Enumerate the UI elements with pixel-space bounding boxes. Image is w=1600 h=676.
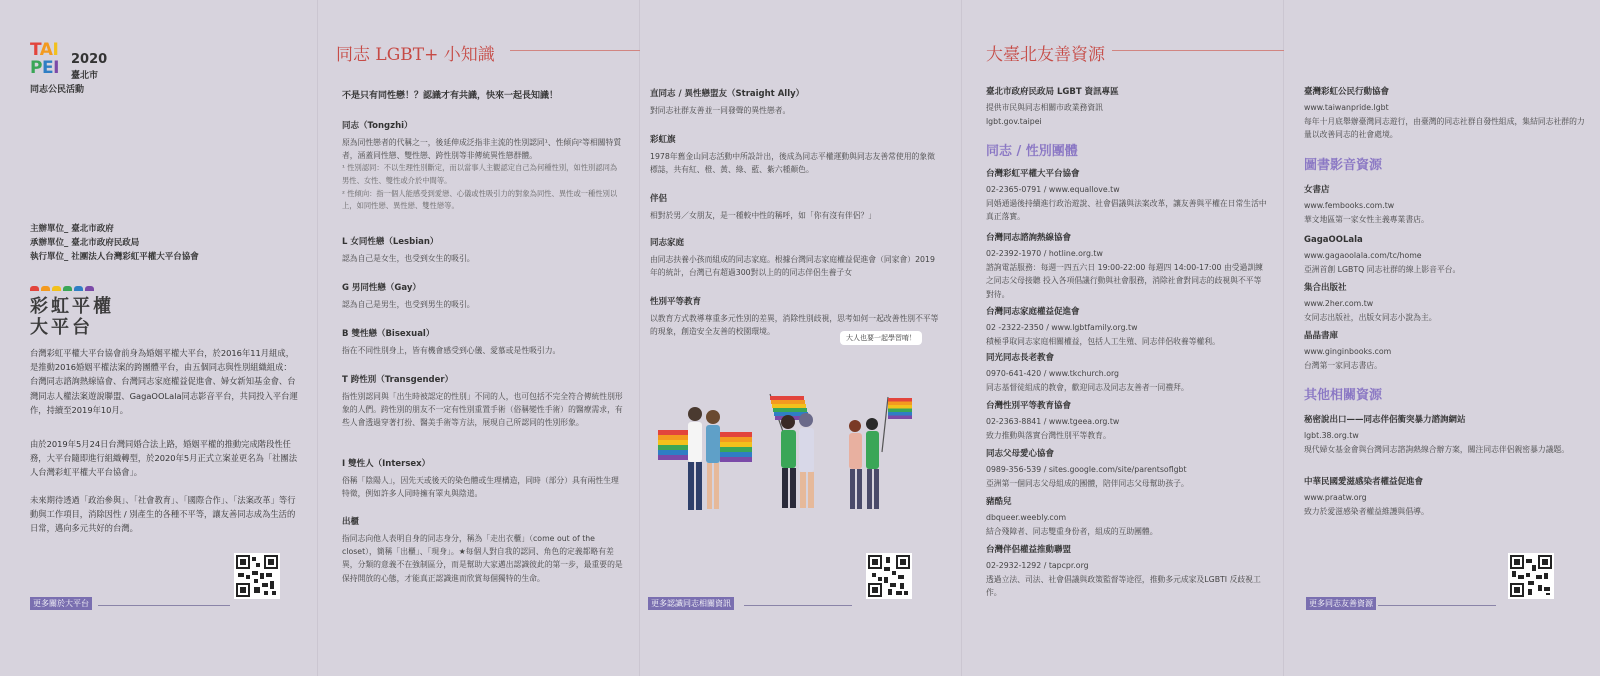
group-name: 台灣彩虹平權大平台協會 <box>986 169 1080 179</box>
media-url[interactable]: www.2her.com.tw <box>1304 299 1374 308</box>
group-contact[interactable]: 02-2392-1970 / hotline.org.tw <box>986 249 1103 258</box>
about-paragraph-1: 台灣彩虹平權大平台協會前身為婚姻平權大平台，於2016年11月組成，是推動2016婚姻平權法案的跨團體平台，由五個同志與性別組織組成：台灣同志諮詢熱線協會、台灣同志家庭權益促進會、婦女新知基金會、台灣同志人權法案遊說聯盟、GagaOOLala同志影音平台，共同投入平台運作，持續至2019年10月。 <box>30 348 298 415</box>
term-family <box>650 237 940 279</box>
term-title: 直同志 / 異性戀盟友（Straight Ally） <box>650 89 805 99</box>
group-item <box>986 352 1268 394</box>
other-item <box>1304 414 1586 456</box>
term-transgender <box>342 374 624 430</box>
group-item <box>986 544 1268 600</box>
groups-heading: 同志 / 性別團體 <box>986 144 1078 159</box>
term-body: 認為自己是女生，也受到女生的吸引。 <box>342 254 475 263</box>
brand-line-2: 大平台 <box>30 317 93 338</box>
group-name: 同光同志長老教會 <box>986 353 1055 363</box>
gov-resource <box>986 86 1268 128</box>
group-item <box>986 496 1268 538</box>
pride-url[interactable]: www.taiwanpride.lgbt <box>1304 103 1389 112</box>
media-desc: 亞洲首創 LGBTQ 同志社群的線上影音平台。 <box>1304 264 1461 274</box>
qr-code-icon[interactable] <box>866 553 912 599</box>
group-desc: 諮詢電話服務：每週一四五六日 19:00-22:00 每週四 14:00-17:00 由受過訓練之同志父母接聽 投入各項倡議行動與社會服務，消除社會對同志的歧視與不平等對待。 <box>986 262 1263 299</box>
term-body: 由同志扶養小孩而組成的同志家庭。根據台灣同志家庭權益促進會（同家會）2019年的統計，台灣已有超過300對以上的的同志伴侶生養子女 <box>650 255 935 278</box>
credit-host: 主辦單位_ 臺北市政府 <box>30 224 114 234</box>
group-name: 台灣同志家庭權益促進會 <box>986 307 1080 317</box>
media-heading: 圖書影音資源 <box>1304 158 1383 173</box>
term-title: I 雙性人（Intersex） <box>342 459 431 469</box>
group-name: 台灣伴侶權益推動聯盟 <box>986 545 1072 555</box>
other-desc: 致力於愛滋感染者權益維護與倡導。 <box>1304 506 1429 516</box>
term-body: 1978年舊金山同志活動中所設計出，後成為同志平權運動與同志友善常使用的象徵標誌，共有紅、橙、黃、綠、藍、紫六種顏色。 <box>650 152 935 175</box>
term-title: 出櫃 <box>342 517 360 527</box>
about-paragraph-2: 由於2019年5月24日台灣同婚合法上路，婚姻平權的推動完成階段性任務，大平台隨即進行組織轉型，於2020年5月正式立案並更名為「社團法人台灣彩虹平權大平台協會」。 <box>30 439 298 478</box>
group-desc: 積極爭取同志家庭相關權益，包括人工生殖、同志伴侶收養等權利。 <box>986 336 1220 346</box>
other-item <box>1304 476 1586 518</box>
term-coming-out <box>342 516 624 585</box>
qr-code-icon[interactable] <box>1508 553 1554 599</box>
group-contact[interactable]: 0989-356-539 / sites.google.com/site/parentsoflgbt <box>986 465 1187 474</box>
term-straight-ally <box>650 88 940 117</box>
other-name: 中華民國愛滋感染者權益促進會 <box>1304 477 1424 487</box>
term-body: 相對於男／女朋友，是一種較中性的稱呼，如「你有沒有伴侶？」 <box>650 211 877 220</box>
link-divider <box>98 605 230 606</box>
link-divider <box>744 605 852 606</box>
logo-city: 臺北市 <box>71 71 99 81</box>
term-partner <box>650 193 940 222</box>
logo-event: 同志公民活動 <box>30 85 85 95</box>
term-title: 彩虹旗 <box>650 135 676 145</box>
term-note-1: ¹ 性別認同：不以生理性別斷定，而以當事人主觀認定自己為何種性別，如性別認同為男性、女性、雙性或介於中間等。 <box>342 163 618 185</box>
knowledge-panel <box>318 0 640 676</box>
taipei-2020-logo <box>30 42 120 100</box>
gov-resource-desc: 提供市民與同志相關市政業務資訊 <box>986 103 1103 112</box>
term-title: T 跨性別（Transgender） <box>342 375 454 385</box>
brand-wordmark <box>30 296 114 338</box>
media-name: 女書店 <box>1304 185 1330 195</box>
group-item <box>986 306 1268 348</box>
term-title: G 男同性戀（Gay） <box>342 283 421 293</box>
credit-executor: 執行單位_ 社團法人台灣彩虹平權大平台協會 <box>30 252 199 262</box>
term-title: 性別平等教育 <box>650 297 702 307</box>
group-contact[interactable]: dbqueer.weebly.com <box>986 513 1067 522</box>
organizer-credits <box>30 222 199 264</box>
other-heading: 其他相關資源 <box>1304 388 1383 403</box>
term-title: 伴侶 <box>650 194 668 204</box>
group-contact[interactable]: 0970-641-420 / www.tkchurch.org <box>986 369 1119 378</box>
more-friendly-resources-link[interactable]: 更多同志友善資源 <box>1306 597 1376 610</box>
term-title: 同志家庭 <box>650 238 685 248</box>
media-name: GagaOOLala <box>1304 235 1363 245</box>
term-gay <box>342 282 624 311</box>
gov-resource-name: 臺北市政府民政局 LGBT 資訊專區 <box>986 87 1119 97</box>
group-contact[interactable]: 02-2932-1292 / tapcpr.org <box>986 561 1089 570</box>
group-desc: 透過立法、司法、社會倡議與政策監督等途徑，推動多元成家及LGBTI 反歧視工作。 <box>986 574 1261 598</box>
group-desc: 亞洲第一個同志父母組成的團體，陪伴同志父母幫助孩子。 <box>986 478 1189 488</box>
term-title: L 女同性戀（Lesbian） <box>342 237 439 247</box>
knowledge-title: 同志 LGBT+ 小知識 <box>336 45 495 65</box>
other-name: 秘密說出口——同志伴侶衝突暴力諮詢網站 <box>1304 415 1466 425</box>
resources-panel-2 <box>1284 0 1600 676</box>
other-url[interactable]: lgbt.38.org.tw <box>1304 431 1359 440</box>
link-divider <box>1378 605 1496 606</box>
media-item <box>1304 234 1586 276</box>
pride-desc: 每年十月底舉辦臺灣同志遊行，由臺灣的同志社群自發性組成，集結同志社群的力量以改善同志的社會處境。 <box>1304 116 1585 140</box>
group-item <box>986 168 1268 224</box>
term-tongzhi <box>342 120 624 213</box>
media-url[interactable]: www.fembooks.com.tw <box>1304 201 1395 210</box>
group-item <box>986 232 1268 301</box>
term-intersex <box>342 458 624 500</box>
credit-organizer: 承辦單位_ 臺北市政府民政局 <box>30 238 140 248</box>
brand-line-1: 彩虹平權 <box>30 296 114 317</box>
rainbow-flag-icon <box>658 430 752 462</box>
group-name: 台灣同志諮詢熱線協會 <box>986 233 1072 243</box>
speech-bubble: 大人也要一起學習唷！ <box>840 331 922 345</box>
other-url[interactable]: www.praatw.org <box>1304 493 1367 502</box>
group-item <box>986 400 1268 442</box>
term-title: 同志（Tongzhi） <box>342 121 413 131</box>
term-bisexual <box>342 328 624 357</box>
group-desc: 致力推動與落實台灣性別平等教育。 <box>986 430 1111 440</box>
pride-name: 臺灣彩虹公民行動協會 <box>1304 87 1390 97</box>
group-contact[interactable]: 02 -2322-2350 / www.lgbtfamily.org.tw <box>986 323 1138 332</box>
media-item <box>1304 282 1586 324</box>
term-body: 認為自己是男生，也受到男生的吸引。 <box>342 300 475 309</box>
logo-year: 2020 <box>71 52 108 67</box>
term-rainbow-flag <box>650 134 940 176</box>
qr-code-icon[interactable] <box>234 553 280 599</box>
gov-resource-url[interactable]: lgbt.gov.taipei <box>986 116 1042 126</box>
group-item <box>986 448 1268 490</box>
title-rule <box>510 50 640 51</box>
group-contact[interactable]: 02-2365-0791 / www.equallove.tw <box>986 185 1120 194</box>
people-with-rainbow-flags-illustration <box>650 392 950 542</box>
group-name: 豬酷兒 <box>986 497 1012 507</box>
term-lesbian <box>342 236 624 265</box>
term-body: 俗稱「陰陽人」，因先天或後天的染色體或生理構造，同時（部分）具有兩性生理特徵，例如許多人同時擁有睪丸與陰道。 <box>342 476 619 499</box>
more-lgbt-info-link[interactable]: 更多認識同志相關資訊 <box>648 597 734 610</box>
knowledge-panel-2 <box>640 0 962 676</box>
media-desc: 女同志出版社，出版女同志小說為主。 <box>1304 312 1437 322</box>
knowledge-lead: 不是只有同性戀！？認識才有共識，快來一起長知識！ <box>342 91 559 101</box>
term-body: 指在不同性別身上，皆有機會感受到心儀、愛慕或是性吸引力。 <box>342 346 561 355</box>
term-body: 原為同性戀者的代稱之一，後延伸成泛指非主流的性別認同¹、性傾向²等相關特質者，涵蓋同性戀、雙性戀、跨性別等非傳統異性戀群體。 <box>342 138 622 161</box>
about-panel <box>0 0 318 676</box>
about-paragraph-3: 未來期待透過「政治參與」、「社會教育」、「國際合作」、「法案改革」等行動與工作項目，消除因性 / 別產生的各種不平等，讓友善同志成為生活的日常，邁向多元共好的台灣。 <box>30 495 296 534</box>
media-name: 晶晶書庫 <box>1304 331 1339 341</box>
more-about-platform-link[interactable]: 更多關於大平台 <box>30 597 92 610</box>
media-item <box>1304 330 1586 372</box>
media-desc: 華文地區第一家女性主義專業書店。 <box>1304 214 1429 224</box>
media-item <box>1304 184 1586 226</box>
rainbow-stripe-icon <box>30 286 94 291</box>
logo-pei: PEI <box>30 58 59 78</box>
term-title: B 雙性戀（Bisexual） <box>342 329 435 339</box>
media-url[interactable]: www.ginginbooks.com <box>1304 347 1392 356</box>
media-desc: 台灣第一家同志書店。 <box>1304 360 1382 370</box>
term-body: 對同志社群友善並一同發聲的異性戀者。 <box>650 106 791 115</box>
pride-resource <box>1304 86 1586 142</box>
term-body: 指性別認同與「出生時被認定的性別」不同的人，也可包括不完全符合傳統性別形象的人們。跨性別的朋友不一定有性別重置手術（俗稱變性手術）的醫療需求，有些人會透過穿著打扮、醫美手術等方法，展現自己所認同的性別形象。 <box>342 392 623 428</box>
other-desc: 現代婦女基金會與台灣同志諮詢熱線合辦方案，關注同志伴侶親密暴力議題。 <box>1304 444 1570 454</box>
logo-tai: TAI <box>30 40 59 60</box>
group-desc: 結合殘障者、同志雙重身份者，組成的互助團體。 <box>986 526 1158 536</box>
term-note-2: ² 性傾向：指一個人能感受到愛戀、心儀或性吸引力的對象為同性、異性或一種性別以上，如同性戀、異性戀、雙性戀等。 <box>342 188 618 211</box>
term-body: 以教育方式教導尊重多元性別的差異，消除性別歧視，思考如何一起改善性別不平等的現象，創造安全友善的校園環境。 <box>650 314 939 337</box>
group-desc: 同婚通過後持續進行政治遊說、社會倡議與法案改革，讓友善與平權在日常生活中真正落實。 <box>986 198 1267 222</box>
resources-title: 大臺北友善資源 <box>986 45 1105 65</box>
media-url[interactable]: www.gagaoolala.com/tc/home <box>1304 251 1422 260</box>
title-rule <box>1112 50 1284 51</box>
group-name: 同志父母愛心協會 <box>986 449 1055 459</box>
resources-panel <box>962 0 1284 676</box>
term-body: 指同志向他人表明自身的同志身分，稱為「走出衣櫃」（come out of the closet），簡稱「出櫃」、「現身」。★每個人對自我的認同、角色的定義都略有差異，分類的意義不在強制區分，而是幫助大家邁出認識彼此的第一步，最重要的是保持開放的心態，才能真正認識進而欣賞每個獨特的生命。 <box>342 534 623 583</box>
media-name: 集合出版社 <box>1304 283 1347 293</box>
group-contact[interactable]: 02-2363-8841 / www.tgeea.org.tw <box>986 417 1120 426</box>
group-name: 台灣性別平等教育協會 <box>986 401 1072 411</box>
group-desc: 同志基督徒組成的教會，歡迎同志及同志友善者一同禮拜。 <box>986 382 1189 392</box>
